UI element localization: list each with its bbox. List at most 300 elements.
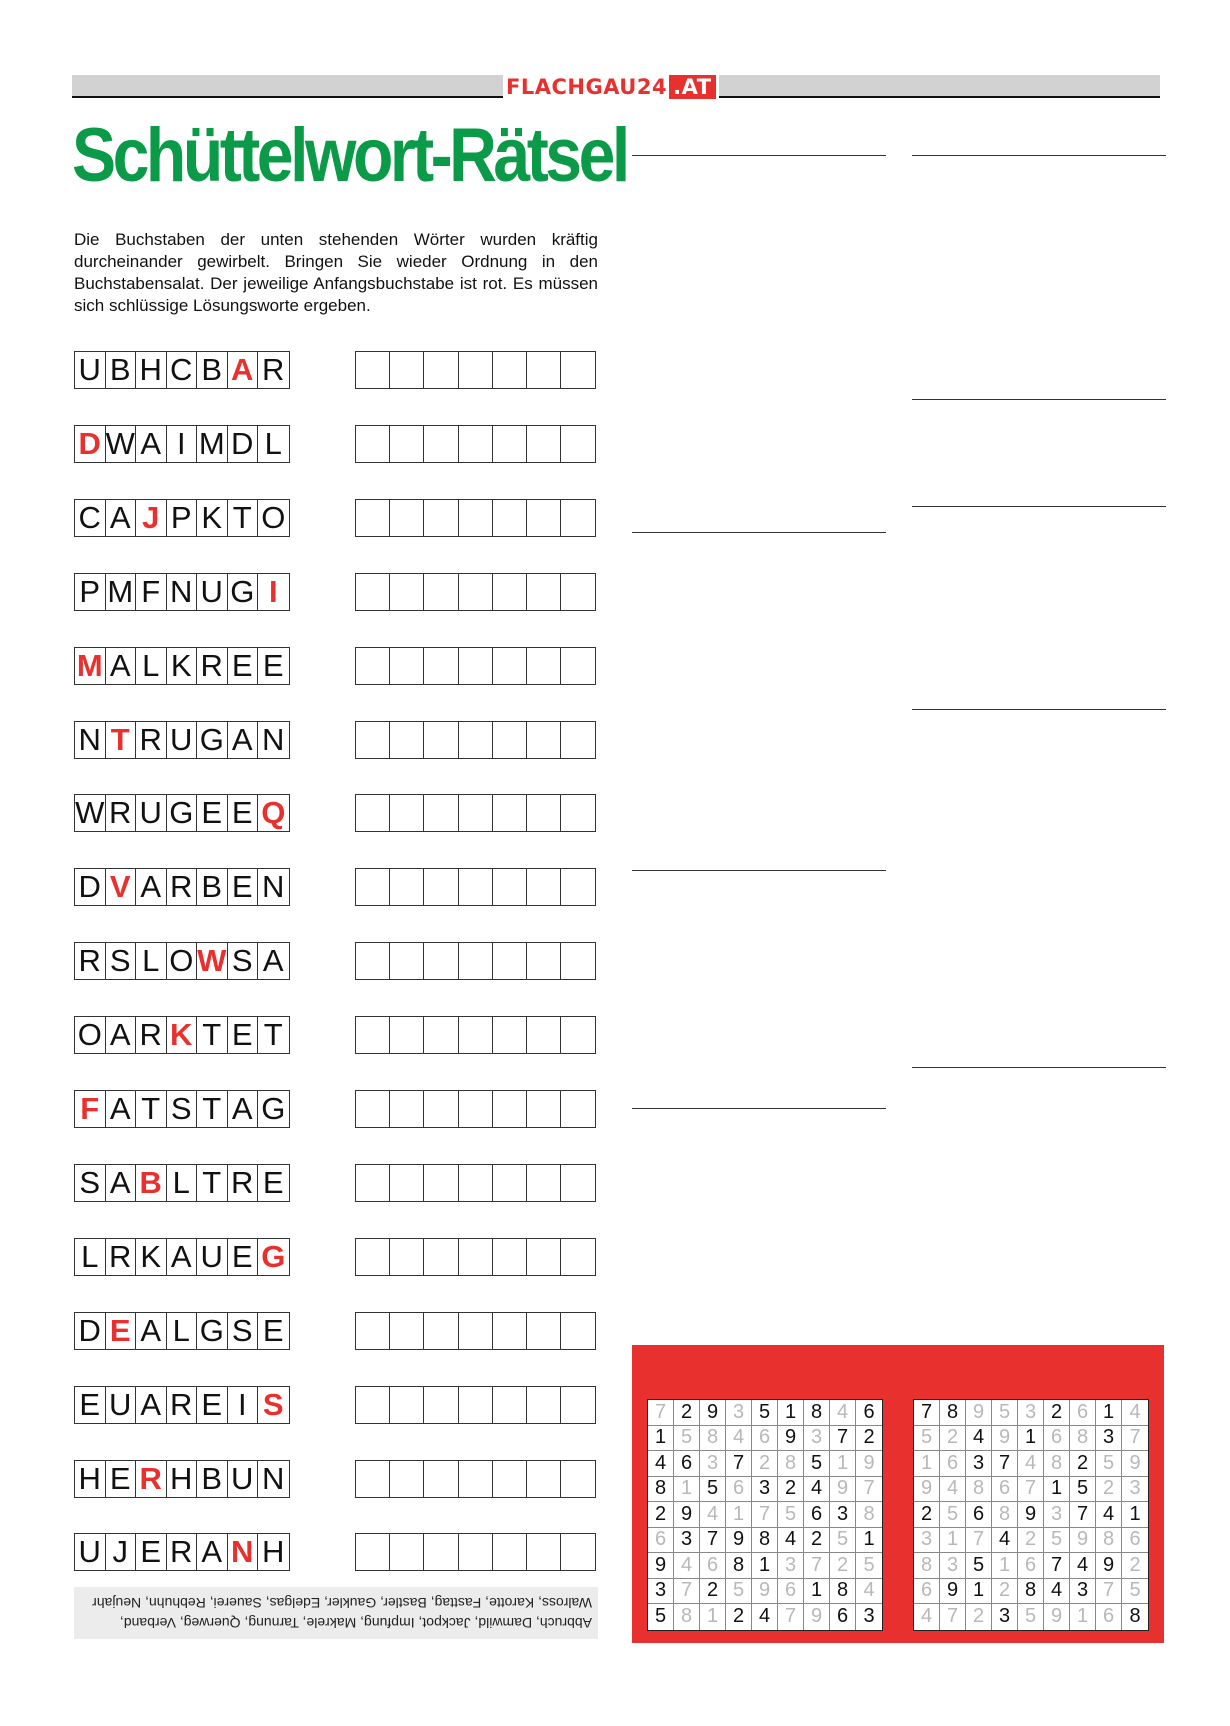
answer-cell[interactable]: [356, 1534, 390, 1570]
sudoku-given-cell: 4: [1044, 1579, 1070, 1605]
answer-cell[interactable]: [459, 1313, 493, 1349]
sudoku-given-cell: 8: [1129, 1605, 1141, 1628]
answer-cell[interactable]: [356, 869, 390, 905]
sudoku-given-cell: 2: [1044, 1400, 1070, 1426]
puzzle-row: [74, 1164, 604, 1202]
answer-cell[interactable]: [459, 943, 493, 979]
sudoku-given-cell: 2: [700, 1579, 726, 1605]
letter-cell: S: [228, 1313, 259, 1349]
start-letter: M: [75, 648, 106, 684]
answer-cell[interactable]: [527, 869, 561, 905]
letter-cell: U: [75, 1534, 106, 1570]
answer-cell[interactable]: [390, 500, 424, 536]
letter-cell: R: [262, 352, 285, 387]
answer-cell[interactable]: [561, 869, 595, 905]
answer-cell[interactable]: [561, 1091, 595, 1127]
answer-cell[interactable]: [424, 426, 458, 462]
answer-boxes: [355, 868, 596, 906]
sudoku-solution-cell: 6: [778, 1579, 804, 1605]
sudoku-solution-cell: 4: [674, 1553, 700, 1579]
answer-cell[interactable]: [424, 500, 458, 536]
letter-cell: U: [197, 1239, 228, 1275]
sudoku-solution-cell: 1: [674, 1477, 700, 1503]
answer-cell[interactable]: [390, 869, 424, 905]
letter-cell: N: [262, 721, 285, 757]
puzzle-row: [74, 1238, 604, 1276]
letter-cell: M: [197, 426, 228, 462]
answer-cell[interactable]: [390, 574, 424, 610]
sudoku-solution-cell: 9: [914, 1477, 940, 1503]
puzzle-row: [74, 942, 604, 980]
letter-cell: N: [75, 722, 106, 758]
sudoku-given-cell: 9: [940, 1579, 966, 1605]
sudoku-solution-cell: 5: [856, 1553, 882, 1579]
answer-cell[interactable]: [390, 1534, 424, 1570]
answer-cell[interactable]: [527, 1239, 561, 1275]
answer-cell[interactable]: [493, 1534, 527, 1570]
answer-cell[interactable]: [527, 426, 561, 462]
sudoku-given-cell: 1: [1096, 1400, 1122, 1426]
answer-cell[interactable]: [493, 1017, 527, 1053]
intro-text: Die Buchstaben der unten stehenden Wörter wurden kräftig durcheinander gewirbelt. Bringen Sie wieder Ordnung in den Buchstabensalat. Der jeweilige Anfangsbuchstabe ist rot. Es müssen sich schlüssige Lösungsworte ergeben.: [74, 230, 598, 315]
letter-cell: E: [136, 1534, 167, 1570]
sudoku-solution-cell: 1: [1070, 1604, 1096, 1630]
answer-cell[interactable]: [424, 352, 458, 388]
letter-cell: T: [197, 1017, 228, 1053]
answer-cell[interactable]: [527, 1461, 561, 1497]
answer-cell[interactable]: [424, 1091, 458, 1127]
sudoku-solution-cell: 3: [1122, 1477, 1148, 1503]
letter-cell: S: [228, 943, 259, 979]
letter-cell: T: [197, 1091, 228, 1127]
answer-boxes: [355, 1386, 596, 1424]
letter-cell: A: [106, 648, 137, 684]
sudoku-solution-cell: 3: [1018, 1400, 1044, 1426]
answer-cell[interactable]: [561, 1165, 595, 1201]
answer-cell[interactable]: [424, 574, 458, 610]
sudoku-solution-cell: 6: [752, 1426, 778, 1452]
scrambled-word: [74, 573, 290, 611]
answer-cell[interactable]: [527, 1091, 561, 1127]
letter-cell: E: [228, 1239, 259, 1275]
sudoku-solution-cell: 7: [856, 1477, 882, 1503]
answer-cell[interactable]: [390, 1017, 424, 1053]
scrambled-word: [74, 1090, 290, 1128]
answer-cell[interactable]: [493, 1387, 527, 1423]
letter-cell: H: [75, 1461, 106, 1497]
answer-cell[interactable]: [527, 1165, 561, 1201]
sudoku-solution-cell: 6: [940, 1451, 966, 1477]
sudoku-solution-cell: 8: [856, 1502, 882, 1528]
letter-cell: O: [261, 499, 286, 535]
sudoku-solution-cell: 8: [674, 1604, 700, 1630]
sudoku-given-cell: 3: [648, 1579, 674, 1605]
letter-cell: L: [136, 943, 167, 979]
answer-cell[interactable]: [561, 574, 595, 610]
writing-line: [912, 399, 1166, 400]
sudoku-given-cell: 6: [830, 1604, 856, 1630]
sudoku-solution-cell: 5: [726, 1579, 752, 1605]
sudoku-given-cell: 1: [966, 1579, 992, 1605]
letter-cell: A: [106, 500, 137, 536]
letter-cell: U: [197, 574, 228, 610]
sudoku-given-cell: 8: [726, 1553, 752, 1579]
letter-cell: H: [262, 1534, 285, 1570]
sudoku-solution-cell: 9: [1122, 1451, 1148, 1477]
sudoku-solution-cell: 5: [914, 1426, 940, 1452]
puzzle-row: [74, 1386, 604, 1424]
sudoku-solution-cell: 6: [1018, 1553, 1044, 1579]
scrambled-word: [74, 942, 290, 980]
sudoku-given-cell: 5: [648, 1604, 674, 1630]
writing-line: [632, 870, 886, 871]
answer-cell[interactable]: [493, 1091, 527, 1127]
answer-cell[interactable]: [561, 795, 595, 831]
answer-cell[interactable]: [356, 648, 390, 684]
scrambled-word: [74, 1016, 290, 1054]
answer-cell[interactable]: [493, 1313, 527, 1349]
answer-cell[interactable]: [390, 426, 424, 462]
sudoku-solution-cell: 9: [804, 1604, 830, 1630]
letter-cell: E: [262, 1312, 284, 1348]
answer-cell[interactable]: [527, 648, 561, 684]
logo-main: FLACHGAU24: [506, 75, 668, 99]
sudoku-given-cell: 2: [778, 1477, 804, 1503]
sudoku-given-cell: 3: [752, 1477, 778, 1503]
letter-cell: B: [197, 1461, 228, 1497]
answer-cell[interactable]: [493, 722, 527, 758]
letter-cell: S: [167, 1091, 198, 1127]
letter-cell: S: [75, 1165, 106, 1201]
sudoku-given-cell: 6: [856, 1400, 882, 1426]
answer-cell[interactable]: [459, 1091, 493, 1127]
answer-cell[interactable]: [527, 1313, 561, 1349]
answer-cell[interactable]: [390, 1239, 424, 1275]
answer-cell[interactable]: [390, 352, 424, 388]
letter-cell: A: [228, 722, 259, 758]
letter-cell: H: [167, 1461, 198, 1497]
answer-cell[interactable]: [424, 722, 458, 758]
answer-cell[interactable]: [356, 722, 390, 758]
letter-cell: A: [106, 1091, 137, 1127]
sudoku-given-cell: 9: [674, 1502, 700, 1528]
answer-cell[interactable]: [561, 1461, 595, 1497]
sudoku-solution-cell: 6: [1122, 1528, 1148, 1554]
letter-cell: T: [136, 1091, 167, 1127]
answer-cell[interactable]: [356, 352, 390, 388]
answer-cell[interactable]: [459, 352, 493, 388]
sudoku-solution-cell: 8: [992, 1502, 1018, 1528]
start-letter: G: [261, 1238, 286, 1274]
answer-cell[interactable]: [356, 943, 390, 979]
answer-cell[interactable]: [424, 648, 458, 684]
letter-cell: R: [167, 1387, 198, 1423]
answer-cell[interactable]: [459, 1239, 493, 1275]
letter-cell: T: [263, 1017, 283, 1053]
letter-cell: E: [228, 869, 259, 905]
sudoku-solution-cell: 4: [856, 1579, 882, 1605]
sudoku-given-cell: 7: [700, 1528, 726, 1554]
letter-cell: A: [197, 1534, 228, 1570]
answer-cell[interactable]: [356, 500, 390, 536]
sudoku-solution-cell: 8: [1096, 1528, 1122, 1554]
answer-cell[interactable]: [390, 1165, 424, 1201]
sudoku-given-cell: 1: [1044, 1477, 1070, 1503]
letter-cell: U: [136, 795, 167, 831]
start-letter: N: [228, 1534, 259, 1570]
answer-cell[interactable]: [561, 500, 595, 536]
sudoku-solution-cell: 5: [940, 1502, 966, 1528]
answer-cell[interactable]: [527, 943, 561, 979]
sudoku-solution-cell: 3: [940, 1553, 966, 1579]
answer-cell[interactable]: [356, 1017, 390, 1053]
letter-cell: E: [228, 1017, 259, 1053]
letter-cell: N: [262, 869, 285, 905]
sudoku-solution-cell: 7: [966, 1528, 992, 1554]
answer-cell[interactable]: [356, 1387, 390, 1423]
letter-cell: K: [167, 648, 198, 684]
page-title: Schüttelwort-Rätsel: [72, 113, 627, 198]
scrambled-word: [74, 351, 290, 389]
answer-cell[interactable]: [459, 1165, 493, 1201]
answer-cell[interactable]: [561, 352, 595, 388]
letter-cell: I: [228, 1387, 259, 1423]
answer-cell[interactable]: [459, 722, 493, 758]
answer-cell[interactable]: [424, 869, 458, 905]
answer-cell[interactable]: [424, 1387, 458, 1423]
sudoku-solution-cell: 8: [966, 1477, 992, 1503]
sudoku-solution-cell: 9: [830, 1477, 856, 1503]
answer-cell[interactable]: [561, 943, 595, 979]
answer-cell[interactable]: [527, 500, 561, 536]
answer-cell[interactable]: [527, 574, 561, 610]
sudoku-solution-cell: 9: [1044, 1604, 1070, 1630]
letter-cell: J: [106, 1534, 137, 1570]
sudoku-given-cell: 8: [1018, 1579, 1044, 1605]
sudoku-solution-cell: 3: [804, 1426, 830, 1452]
sudoku-solution-cell: 9: [1070, 1528, 1096, 1554]
answer-cell[interactable]: [390, 1387, 424, 1423]
sudoku-solution-cell: 4: [726, 1426, 752, 1452]
answer-cell[interactable]: [390, 1313, 424, 1349]
answer-cell[interactable]: [356, 426, 390, 462]
site-logo[interactable]: [503, 74, 719, 100]
sudoku-given-cell: 9: [778, 1426, 804, 1452]
letter-cell: R: [75, 943, 106, 979]
answer-cell[interactable]: [493, 1165, 527, 1201]
answer-cell[interactable]: [424, 943, 458, 979]
answer-cell[interactable]: [493, 1461, 527, 1497]
answer-cell[interactable]: [493, 869, 527, 905]
sudoku-solution-cell: 2: [1096, 1477, 1122, 1503]
answer-cell[interactable]: [356, 1091, 390, 1127]
answer-cell[interactable]: [424, 1313, 458, 1349]
answer-cell[interactable]: [459, 869, 493, 905]
letter-cell: H: [136, 352, 167, 388]
answer-cell[interactable]: [459, 1017, 493, 1053]
answer-cell[interactable]: [390, 943, 424, 979]
scrambled-word: [74, 868, 290, 906]
answer-cell[interactable]: [424, 1017, 458, 1053]
sudoku-solution-cell: 7: [674, 1579, 700, 1605]
answer-cell[interactable]: [356, 1165, 390, 1201]
sudoku-given-cell: 2: [726, 1604, 752, 1630]
start-letter: D: [75, 426, 106, 462]
sudoku-given-cell: 7: [914, 1400, 940, 1426]
answer-cell[interactable]: [356, 1313, 390, 1349]
answer-boxes: [355, 647, 596, 685]
scrambled-word: [74, 499, 290, 537]
answer-cell[interactable]: [424, 1165, 458, 1201]
sudoku-solution-cell: 8: [1044, 1451, 1070, 1477]
sudoku-solution-cell: 2: [752, 1451, 778, 1477]
answer-cell[interactable]: [356, 1239, 390, 1275]
letter-cell: G: [261, 1091, 286, 1126]
sudoku-given-cell: 3: [1096, 1426, 1122, 1452]
answer-cell[interactable]: [459, 1534, 493, 1570]
sudoku-given-cell: 7: [726, 1451, 752, 1477]
sudoku-solution-cell: 5: [830, 1528, 856, 1554]
sudoku-given-cell: 2: [804, 1528, 830, 1554]
answer-cell[interactable]: [527, 352, 561, 388]
sudoku-left: [647, 1399, 883, 1631]
answer-cell[interactable]: [527, 1534, 561, 1570]
letter-cell: L: [264, 425, 282, 461]
answer-boxes: [355, 1312, 596, 1350]
answer-boxes: [355, 1460, 596, 1498]
answer-cell[interactable]: [527, 722, 561, 758]
sudoku-solution-cell: 7: [752, 1502, 778, 1528]
answer-cell[interactable]: [561, 1313, 595, 1349]
letter-cell: E: [228, 648, 259, 684]
answer-cell[interactable]: [459, 1387, 493, 1423]
letter-cell: U: [106, 1387, 137, 1423]
answer-cell[interactable]: [424, 1534, 458, 1570]
answer-cell[interactable]: [561, 1239, 595, 1275]
start-letter: A: [228, 352, 259, 388]
answer-cell[interactable]: [493, 943, 527, 979]
scrambled-word: [74, 1386, 290, 1424]
sudoku-solution-cell: 7: [648, 1400, 674, 1426]
answer-cell[interactable]: [493, 648, 527, 684]
start-letter: K: [167, 1017, 198, 1053]
sudoku-solution-cell: 7: [940, 1604, 966, 1630]
answer-cell[interactable]: [459, 1461, 493, 1497]
answer-boxes: [355, 794, 596, 832]
letter-cell: D: [75, 869, 106, 905]
answer-cell[interactable]: [527, 795, 561, 831]
answer-cell[interactable]: [561, 722, 595, 758]
answer-cell[interactable]: [493, 795, 527, 831]
sudoku-solution-cell: 5: [1122, 1579, 1148, 1605]
answer-cell[interactable]: [390, 648, 424, 684]
writing-line: [632, 532, 886, 533]
sudoku-given-cell: 1: [648, 1426, 674, 1452]
sudoku-solution-cell: 3: [914, 1528, 940, 1554]
answer-cell[interactable]: [390, 795, 424, 831]
sudoku-solution-cell: 6: [914, 1579, 940, 1605]
answer-cell[interactable]: [561, 1017, 595, 1053]
answer-cell[interactable]: [459, 426, 493, 462]
sudoku-right: [913, 1399, 1149, 1631]
answer-cell[interactable]: [390, 722, 424, 758]
sudoku-solution-cell: 1: [914, 1451, 940, 1477]
sudoku-given-cell: 7: [830, 1426, 856, 1452]
letter-cell: E: [262, 1164, 284, 1200]
answer-cell[interactable]: [493, 574, 527, 610]
start-letter: B: [136, 1165, 167, 1201]
answer-cell[interactable]: [356, 574, 390, 610]
answer-cell[interactable]: [561, 648, 595, 684]
answer-cell[interactable]: [561, 1534, 595, 1570]
sudoku-panel: [632, 1345, 1164, 1643]
answer-cell[interactable]: [527, 1017, 561, 1053]
answer-cell[interactable]: [493, 352, 527, 388]
answer-cell[interactable]: [493, 426, 527, 462]
writing-line: [912, 1067, 1166, 1068]
answer-boxes: [355, 351, 596, 389]
sudoku-solution-cell: 7: [1018, 1477, 1044, 1503]
answer-cell[interactable]: [561, 426, 595, 462]
answer-boxes: [355, 425, 596, 463]
letter-cell: D: [75, 1313, 106, 1349]
letter-cell: A: [136, 1313, 167, 1349]
sudoku-given-cell: 9: [700, 1400, 726, 1426]
letter-cell: R: [228, 1165, 259, 1201]
sudoku-given-cell: 1: [1018, 1426, 1044, 1452]
sudoku-solution-cell: 2: [830, 1553, 856, 1579]
answer-cell[interactable]: [390, 1461, 424, 1497]
answer-cell[interactable]: [459, 648, 493, 684]
answer-cell[interactable]: [459, 500, 493, 536]
letter-cell: N: [262, 1460, 285, 1496]
letter-cell: R: [106, 795, 137, 831]
answer-cell[interactable]: [424, 1239, 458, 1275]
sudoku-given-cell: 1: [856, 1528, 882, 1554]
answer-cell[interactable]: [493, 500, 527, 536]
answer-cell[interactable]: [459, 574, 493, 610]
letter-cell: G: [228, 574, 259, 610]
answer-cell[interactable]: [527, 1387, 561, 1423]
start-letter: E: [106, 1313, 137, 1349]
answer-cell[interactable]: [561, 1387, 595, 1423]
answer-cell[interactable]: [424, 1461, 458, 1497]
letter-cell: E: [106, 1461, 137, 1497]
sudoku-solution-cell: 8: [700, 1426, 726, 1452]
answer-cell[interactable]: [356, 795, 390, 831]
writing-line: [912, 709, 1166, 710]
scrambled-word: [74, 794, 290, 832]
sudoku-given-cell: 3: [1070, 1579, 1096, 1605]
sudoku-given-cell: 3: [830, 1502, 856, 1528]
letter-cell: R: [136, 1017, 167, 1053]
sudoku-solution-cell: 5: [1044, 1528, 1070, 1554]
answer-cell[interactable]: [356, 1461, 390, 1497]
letter-cell: A: [167, 1239, 198, 1275]
sudoku-given-cell: 6: [804, 1502, 830, 1528]
answer-cell[interactable]: [459, 795, 493, 831]
answer-cell[interactable]: [390, 1091, 424, 1127]
sudoku-given-cell: 4: [752, 1604, 778, 1630]
letter-cell: A: [106, 1165, 137, 1201]
sudoku-given-cell: 4: [992, 1528, 1018, 1554]
answer-cell[interactable]: [424, 795, 458, 831]
sudoku-solution-cell: 6: [700, 1553, 726, 1579]
sudoku-solution-cell: 5: [778, 1502, 804, 1528]
letter-cell: E: [197, 1387, 228, 1423]
answer-cell[interactable]: [493, 1239, 527, 1275]
sudoku-given-cell: 5: [752, 1400, 778, 1426]
